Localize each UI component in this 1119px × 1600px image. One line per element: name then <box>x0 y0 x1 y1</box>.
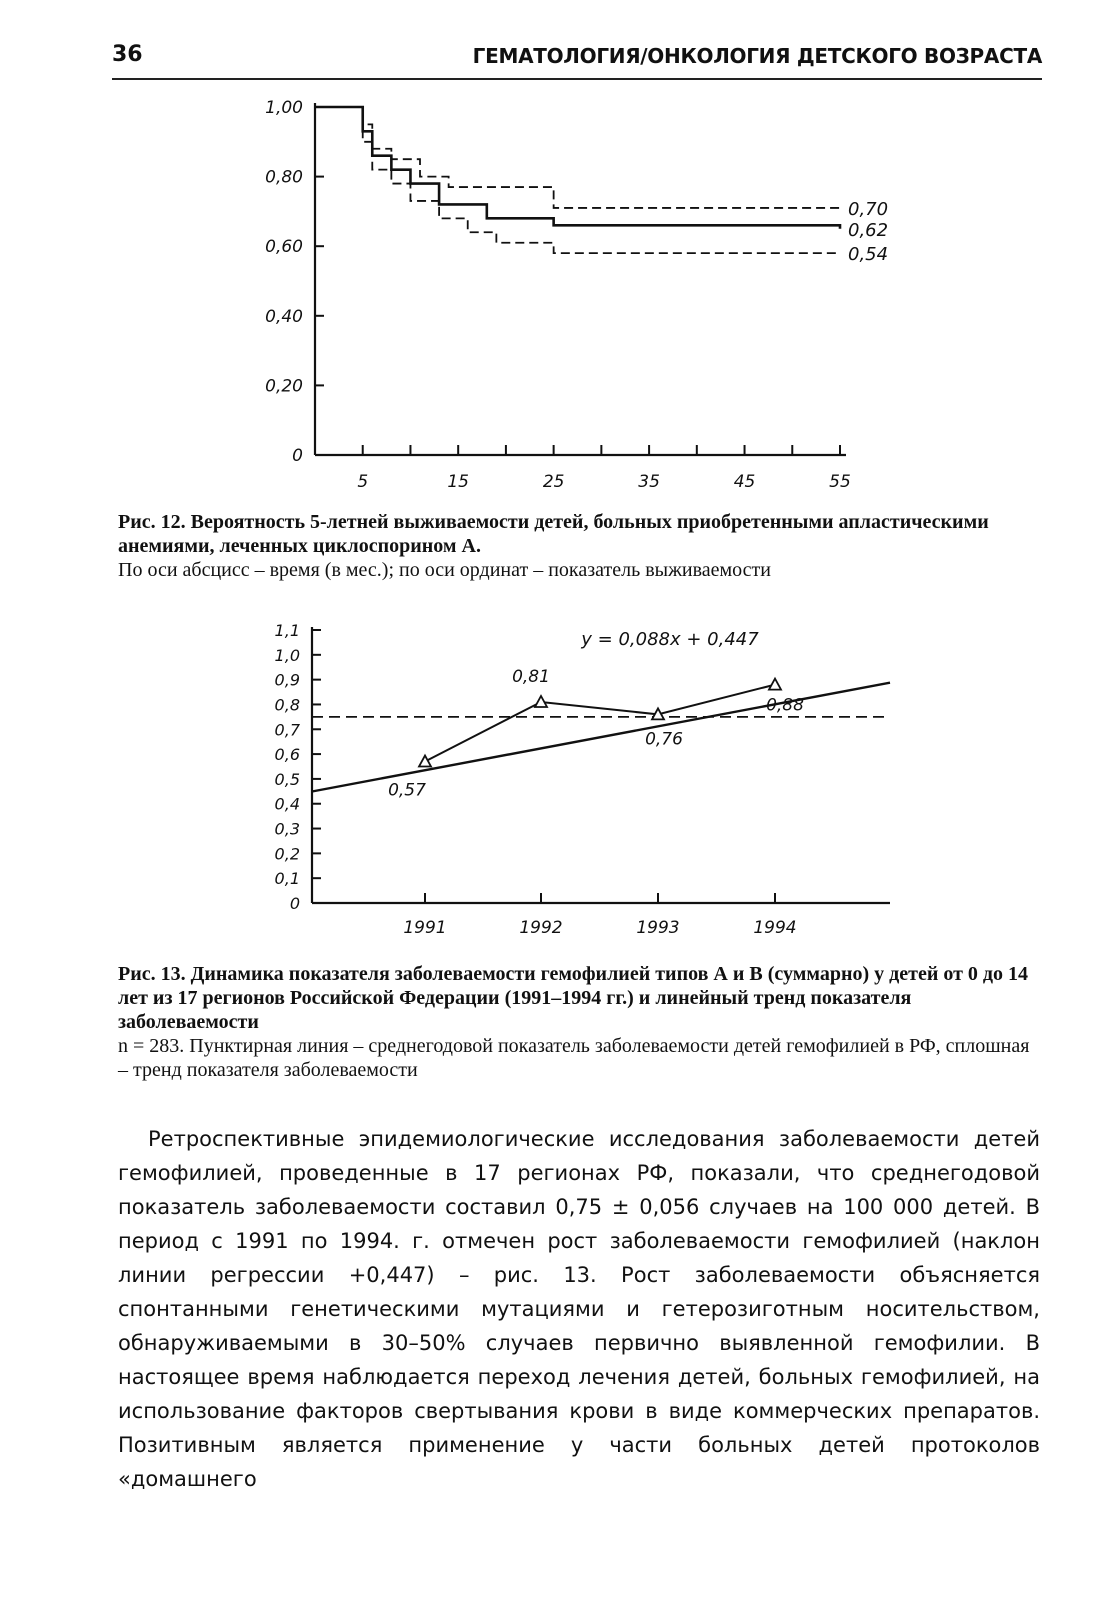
y-tick-label: 0,9 <box>274 670 300 690</box>
x-tick-label: 25 <box>542 472 565 492</box>
y-tick-label: 0,20 <box>265 376 303 397</box>
data-label: 0,81 <box>512 666 550 687</box>
page-number: 36 <box>112 42 143 67</box>
x-tick-label: 15 <box>447 472 470 492</box>
figure-12-caption-title: Рис. 12. Вероятность 5-летней выживаемости детей, больных приобретенными апластическими анемиями, леченных циклоспорином А. <box>118 511 989 557</box>
trend-equation: y = 0,088x + 0,447 <box>581 629 759 650</box>
y-tick-label: 0,40 <box>265 306 303 327</box>
x-tick-label: 1991 <box>403 918 447 938</box>
y-tick-label: 0,2 <box>274 844 300 864</box>
figure-12-caption-note: По оси абсцисс – время (в мес.); по оси ординат – показатель выживаемости <box>118 559 771 581</box>
data-point-marker <box>419 756 431 767</box>
page-header <box>112 42 1042 80</box>
figure-13-caption-title: Рис. 13. Динамика показателя заболеваемости гемофилией типов А и В (суммарно) у детей от 0 до 14 лет из 17 регионов Российской Федерации (1991–1994 гг.) и линейный тренд показателя заболеваемости <box>118 963 1029 1033</box>
x-tick-label: 1992 <box>519 918 563 938</box>
data-point-marker <box>769 679 781 690</box>
y-tick-label: 0 <box>289 894 300 913</box>
x-tick-label: 55 <box>829 472 851 492</box>
observed-line <box>425 685 775 762</box>
figure-13-caption <box>118 962 1040 1082</box>
y-tick-label: 0,3 <box>274 819 300 839</box>
y-tick-label: 0,8 <box>274 695 300 715</box>
survival-curve <box>315 107 840 229</box>
curve-end-label: 0,54 <box>848 244 889 266</box>
y-tick-label: 0,60 <box>265 237 303 258</box>
x-tick-label: 1993 <box>636 918 680 938</box>
figure-13-caption-note: n = 283. Пунктирная линия – среднегодовой показатель заболеваемости детей гемофилией в РФ, сплошная – тренд показателя заболеваемости <box>118 1035 1030 1081</box>
hemophilia-incidence-chart <box>250 615 910 950</box>
y-tick-label: 0 <box>292 446 303 466</box>
running-title: ГЕМАТОЛОГИЯ/ОНКОЛОГИЯ ДЕТСКОГО ВОЗРАСТА <box>472 44 1042 68</box>
data-label: 0,88 <box>766 695 804 716</box>
y-tick-label: 0,4 <box>274 794 300 814</box>
body-text <box>118 1122 1040 1496</box>
y-tick-label: 0,5 <box>274 769 300 789</box>
x-tick-label: 45 <box>733 472 756 492</box>
curve-end-label: 0,70 <box>848 198 889 220</box>
y-tick-label: 0,7 <box>274 720 300 740</box>
y-tick-label: 0,6 <box>274 745 300 765</box>
x-tick-label: 1994 <box>753 918 797 938</box>
data-label: 0,57 <box>388 780 426 801</box>
y-tick-label: 1,0 <box>274 645 300 665</box>
x-tick-label: 5 <box>357 472 369 492</box>
body-paragraph: Ретроспективные эпидемиологические исследования заболеваемости детей гемофилией, проведенные в 17 регионах РФ, показали, что среднегодовой показатель заболеваемости составил 0,75 ± 0,056 случаев на 100 000 детей. В период с 1991 по 1994. г. отмечен рост заболеваемости гемофилией (наклон линии регрессии +0,447) – рис. 13. Рост заболеваемости объясняется спонтанными генетическими мутациями и гетерозиготным носительством, обнаруживаемыми в 30–50% случаев первично выявленной гемофилии. В настоящее время наблюдается переход лечения детей, больных гемофилией, на использование факторов свертывания крови в виде коммерческих препаратов. Позитивным является применение у части больных детей протоколов «домашнего <box>118 1127 1040 1491</box>
x-tick-label: 35 <box>638 472 660 492</box>
y-tick-label: 0,80 <box>265 167 303 188</box>
survival-chart <box>240 95 920 495</box>
survival-curve <box>315 107 840 253</box>
y-tick-label: 1,1 <box>274 621 300 640</box>
data-label: 0,76 <box>645 729 683 750</box>
survival-curve <box>315 107 840 208</box>
y-tick-label: 1,00 <box>265 98 303 118</box>
figure-12-caption <box>118 510 1040 582</box>
y-tick-label: 0,1 <box>274 869 300 889</box>
curve-end-label: 0,62 <box>848 219 889 241</box>
